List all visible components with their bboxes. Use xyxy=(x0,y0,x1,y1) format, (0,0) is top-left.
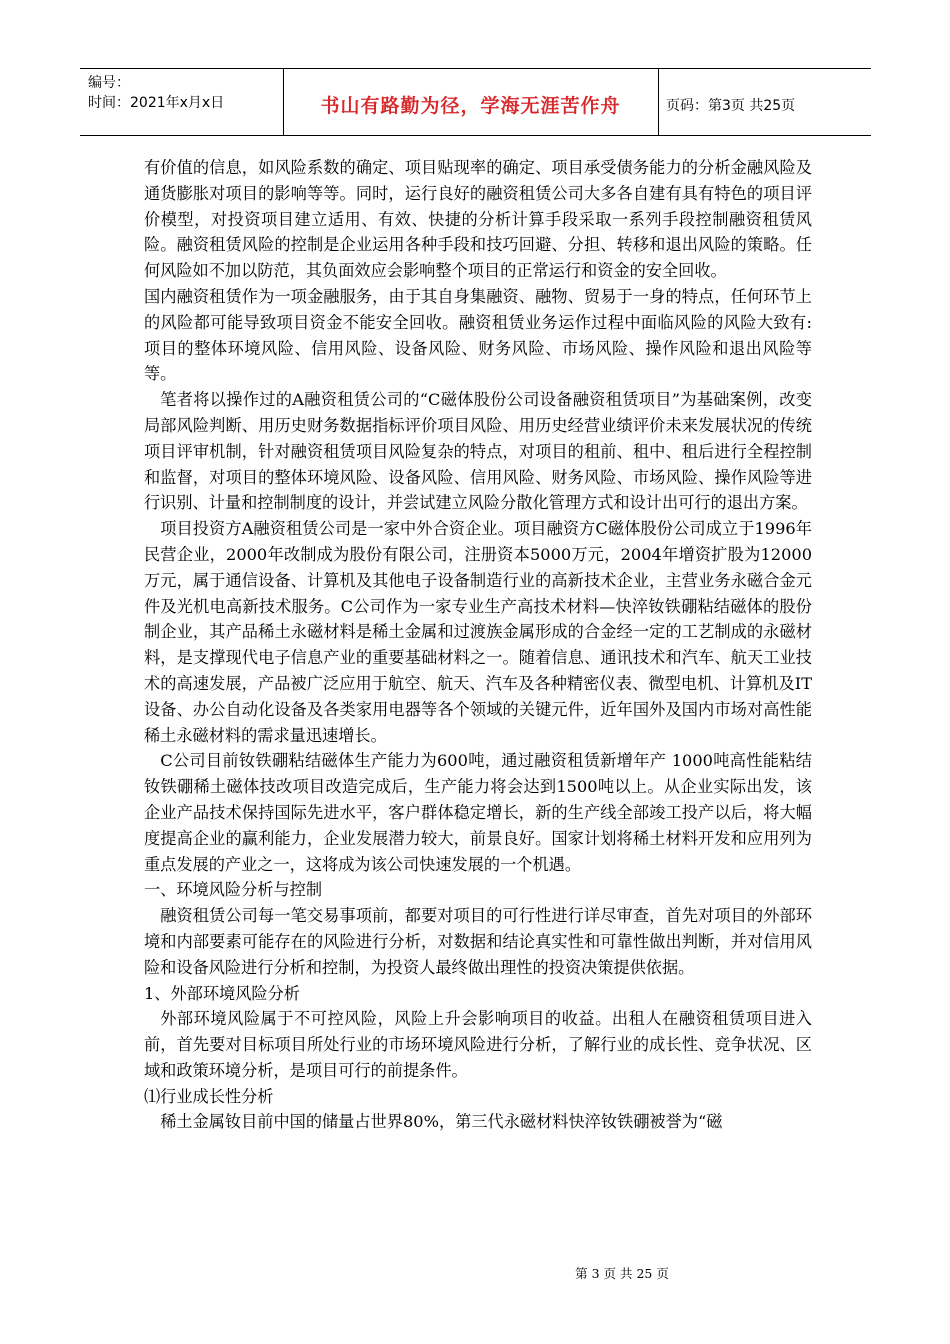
document-body xyxy=(144,155,812,1135)
paragraph: 稀土金属钕目前中国的储量占世界80%，第三代永磁材料快淬钕铁硼被誉为“磁 xyxy=(160,1112,723,1132)
header-meta xyxy=(88,73,224,113)
header-page-info: 页码：第3页 共25页 xyxy=(666,98,796,114)
paragraph: 有价值的信息，如风险系数的确定、项目贴现率的确定、项目承受债务能力的分析金融风险及通货膨胀对项目的影响等等。同时，运行良好的融资租赁公司大多各自建有具有特色的项目评价模型，对投资项目建立适用、有效、快捷的分析计算手段采取一系列手段控制融资租赁风险。融资租赁风险的控制是企业运用各种手段和技巧回避、分担、转移和退出风险的策略。任何风险如不加以防范，其负面效应会影响整个项目的正常运行和资金的安全回收。 xyxy=(144,158,812,281)
paragraph: 项目投资方A融资租赁公司是一家中外合资企业。项目融资方C磁体股份公司成立于1996年民营企业，2000年改制成为股份有限公司，注册资本5000万元，2004年增资扩股为12000万元，属于通信设备、计算机及其他电子设备制造行业的高新技术企业，主营业务永磁合金元件及光机电高新技术服务。C公司作为一家专业生产高技术材料—快淬钕铁硼粘结磁体的股份制企业，其产品稀土永磁材料是稀土金属和过渡族金属形成的合金经一定的工艺制成的永磁材料，是支撑现代电子信息产业的重要基础材料之一。随着信息、通讯技术和汽车、航天工业技术的高速发展，产品被广泛应用于航空、航天、汽车及各种精密仪表、微型电机、计算机及IT设备、办公自动化设备及各类家用电器等各个领域的关键元件，近年国外及国内市场对高性能稀土永磁材料的需求量迅速增长。 xyxy=(144,519,812,745)
serial-label: 编号： xyxy=(88,75,130,91)
paragraph: 外部环境风险属于不可控风险，风险上升会影响项目的收益。出租人在融资租赁项目进入前，首先要对目标项目所处行业的市场环境风险进行分析，了解行业的成长性、竞争状况、区域和政策环境分析，是项目可行的前提条件。 xyxy=(144,1009,812,1080)
paragraph: 国内融资租赁作为一项金融服务，由于其自身集融资、融物、贸易于一身的特点，任何环节上的风险都可能导致项目资金不能安全回收。融资租赁业务运作过程中面临风险的风险大致有:项目的整体环境风险、信用风险、设备风险、财务风险、市场风险、操作风险和退出风险等等。 xyxy=(144,286,812,384)
page-header xyxy=(80,68,871,136)
paragraph: 融资租赁公司每一笔交易事项前，都要对项目的可行性进行详尽审查，首先对项目的外部环境和内部要素可能存在的风险进行分析，对数据和结论真实性和可靠性做出判断，并对信用风险和设备风险进行分析和控制，为投资人最终做出理性的投资决策提供依据。 xyxy=(144,906,812,977)
date-line: 时间：2021年x月x日 xyxy=(88,95,225,111)
header-motto: 书山有路勤为径，学海无涯苦作舟 xyxy=(320,95,621,117)
subsection-heading: ⑴行业成长性分析 xyxy=(144,1086,274,1106)
paragraph: C公司目前钕铁硼粘结磁体生产能力为600吨，通过融资租赁新增年产 1000吨高性能粘结钕铁硼稀土磁体技改项目改造完成后，生产能力将会达到1500吨以上。从企业实际出发，该企业产品技术保持国际先进水平，客户群体稳定增长，新的生产线全部竣工投产以后，将大幅度提高企业的赢利能力，企业发展潜力较大，前景良好。国家计划将稀土材料开发和应用列为重点发展的产业之一，这将成为该公司快速发展的一个机遇。 xyxy=(144,751,812,874)
paragraph: 笔者将以操作过的A融资租赁公司的“C磁体股份公司设备融资租赁项目”为基础案例，改变局部风险判断、用历史财务数据指标评价项目风险、用历史经营业绩评价未来发展状况的传统项目评审机制，针对融资租赁项目风险复杂的特点，对项目的租前、租中、租后进行全程控制和监督，对项目的整体环境风险、设备风险、信用风险、财务风险、市场风险、操作风险等进行识别、计量和控制制度的设计，并尝试建立风险分散化管理方式和设计出可行的退出方案。 xyxy=(144,390,812,513)
section-heading: 一、环境风险分析与控制 xyxy=(144,880,323,900)
page-footer: 第 3 页 共 25 页 xyxy=(575,1266,669,1281)
header-divider xyxy=(658,69,659,135)
subsection-heading: 1、外部环境风险分析 xyxy=(144,983,300,1003)
